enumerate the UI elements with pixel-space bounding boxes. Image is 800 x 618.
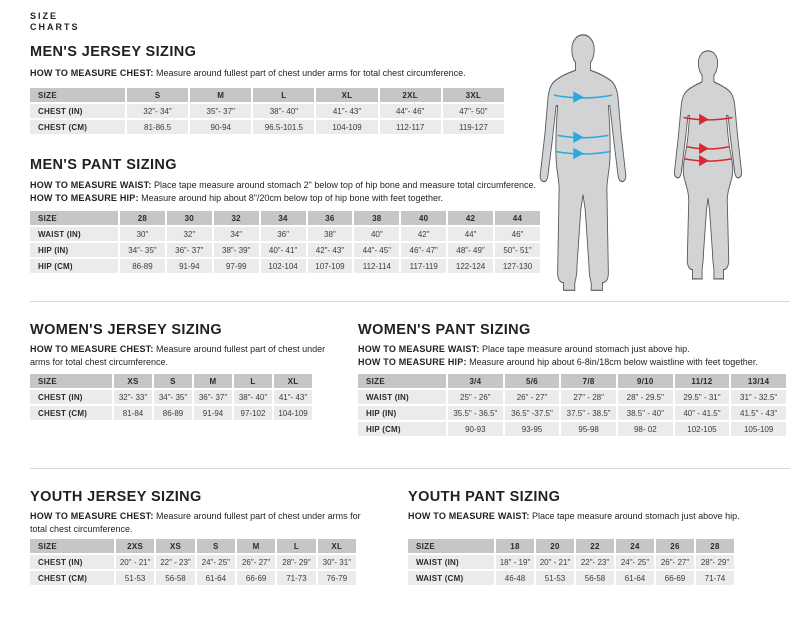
section-divider: [30, 301, 790, 302]
column-header: 13/14: [731, 374, 786, 388]
note-label: HOW TO MEASURE WAIST:: [408, 511, 530, 521]
mens-pant-table: [28, 209, 542, 275]
table-cell: 42"- 43": [308, 243, 353, 257]
column-header: 38: [354, 211, 399, 225]
column-header: SIZE: [30, 88, 125, 102]
column-header: 9/10: [618, 374, 673, 388]
column-header: 7/8: [561, 374, 616, 388]
row-label: HIP (CM): [358, 422, 446, 436]
table-cell: 35"- 37": [190, 104, 251, 118]
row-label: CHEST (IN): [30, 104, 125, 118]
note-line: [30, 192, 590, 205]
table-cell: 30": [120, 227, 165, 241]
column-header: S: [127, 88, 188, 102]
note-label: HOW TO MEASURE CHEST:: [30, 511, 154, 521]
table-cell: 37.5" - 38.5": [561, 406, 616, 420]
column-header: 44: [495, 211, 540, 225]
note-text: Place tape measure around stomach just above hip.: [479, 344, 690, 354]
row-label: WAIST (CM): [408, 571, 494, 585]
table-cell: 28"- 29": [277, 555, 315, 569]
column-header: XL: [274, 374, 312, 388]
table-cell: 36"- 37": [194, 390, 232, 404]
youth-jersey-table: [28, 537, 358, 587]
column-header: SIZE: [358, 374, 446, 388]
table-cell: 50"- 51": [495, 243, 540, 257]
column-header: L: [277, 539, 315, 553]
female-body-shape: [674, 51, 741, 279]
table-cell: 66-69: [237, 571, 275, 585]
table-row: [408, 571, 734, 585]
note-line: [358, 356, 798, 369]
table-cell: 66-69: [656, 571, 694, 585]
mens-pant-title: MEN'S PANT SIZING: [30, 157, 177, 173]
table-row: [408, 555, 734, 569]
table-cell: 41"- 43": [274, 390, 312, 404]
row-label: WAIST (IN): [30, 227, 118, 241]
table-cell: 22"- 23": [576, 555, 614, 569]
youth-pant-table: [406, 537, 736, 587]
table-cell: 20" - 21": [116, 555, 154, 569]
table-cell: 40": [354, 227, 399, 241]
mens-jersey-table: [28, 86, 506, 136]
table-cell: 56-58: [576, 571, 614, 585]
table-row: [30, 243, 540, 257]
table-cell: 26" - 27": [505, 390, 560, 404]
note-line: [30, 179, 590, 192]
note-label: HOW TO MEASURE HIP:: [30, 192, 139, 203]
table-cell: 44"- 46": [380, 104, 441, 118]
table-cell: 56-58: [156, 571, 194, 585]
table-cell: 38.5" - 40": [618, 406, 673, 420]
row-label: CHEST (CM): [30, 571, 114, 585]
table-cell: 51-53: [116, 571, 154, 585]
column-header: SIZE: [30, 211, 118, 225]
column-header: 24: [616, 539, 654, 553]
table-cell: 81-86.5: [127, 120, 188, 134]
table-cell: 18" - 19": [496, 555, 534, 569]
column-header: SIZE: [30, 539, 114, 553]
column-header: 11/12: [675, 374, 730, 388]
table-cell: 38"- 39": [214, 243, 259, 257]
womens-pant-notes: [358, 343, 798, 368]
table-cell: 61-64: [197, 571, 235, 585]
column-header: 28: [696, 539, 734, 553]
table-cell: 122-124: [448, 259, 493, 273]
table-cell: 44"- 45": [354, 243, 399, 257]
row-label: CHEST (IN): [30, 555, 114, 569]
table-cell: 24"- 25": [616, 555, 654, 569]
column-header: 42: [448, 211, 493, 225]
table-row: [30, 555, 356, 569]
table-cell: 29.5" - 31": [675, 390, 730, 404]
table-cell: 46-48: [496, 571, 534, 585]
brand-title-line1: SIZE: [30, 11, 59, 21]
table-cell: 46": [495, 227, 540, 241]
column-header: SIZE: [30, 374, 112, 388]
table-cell: 97-99: [214, 259, 259, 273]
table-cell: 105-109: [731, 422, 786, 436]
table-cell: 91-94: [194, 406, 232, 420]
womens-jersey-notes: [30, 343, 330, 368]
youth-jersey-notes: [30, 510, 375, 535]
table-row: [30, 390, 312, 404]
column-header: 30: [167, 211, 212, 225]
table-cell: 51-53: [536, 571, 574, 585]
table-cell: 98- 02: [618, 422, 673, 436]
table-cell: 34"- 35": [120, 243, 165, 257]
table-cell: 104-109: [274, 406, 312, 420]
column-header: 22: [576, 539, 614, 553]
brand-title-line2: CHARTS: [30, 22, 80, 32]
table-cell: 28"- 29": [696, 555, 734, 569]
note-line: [30, 343, 330, 368]
table-cell: 112-114: [354, 259, 399, 273]
table-cell: 42": [401, 227, 446, 241]
table-cell: 28" - 29.5": [618, 390, 673, 404]
note-text: Measure around fullest part of chest under arms for total chest circumference.: [30, 344, 326, 367]
table-header-row: [358, 374, 786, 388]
table-header-row: [408, 539, 734, 553]
column-header: XL: [316, 88, 377, 102]
table-row: [30, 571, 356, 585]
womens-jersey-title: WOMEN'S JERSEY SIZING: [30, 322, 223, 338]
row-label: CHEST (CM): [30, 406, 112, 420]
row-label: HIP (IN): [30, 243, 118, 257]
column-header: SIZE: [408, 539, 494, 553]
table-cell: 20" - 21": [536, 555, 574, 569]
table-cell: 119-127: [443, 120, 504, 134]
note-text: Place tape measure around stomach 2" below top of hip bone and measure total circumference.: [151, 180, 536, 190]
table-row: [358, 390, 786, 404]
male-silhouette-figure: [536, 32, 630, 298]
note-label: HOW TO MEASURE CHEST:: [30, 68, 154, 78]
table-cell: 93-95: [505, 422, 560, 436]
table-cell: 71-73: [277, 571, 315, 585]
row-label: HIP (CM): [30, 259, 118, 273]
table-cell: 90-93: [448, 422, 503, 436]
table-row: [30, 120, 504, 134]
table-row: [30, 406, 312, 420]
note-line: [358, 343, 798, 356]
mens-pant-notes: [30, 179, 590, 204]
table-cell: 86-89: [154, 406, 192, 420]
table-cell: 44": [448, 227, 493, 241]
section-divider: [30, 468, 790, 469]
column-header: 18: [496, 539, 534, 553]
table-cell: 38"- 40": [253, 104, 314, 118]
column-header: M: [237, 539, 275, 553]
column-header: 5/6: [505, 374, 560, 388]
table-cell: 81-84: [114, 406, 152, 420]
column-header: 36: [308, 211, 353, 225]
note-text: Measure around hip about 8"/20cm below top of hip bone with feet together.: [138, 192, 444, 203]
note-text: Measure around fullest part of chest under arms for total chest circumference.: [153, 68, 466, 78]
womens-pant-table: [356, 372, 788, 438]
note-label: HOW TO MEASURE HIP:: [358, 356, 467, 367]
note-line: [30, 510, 375, 535]
table-row: [358, 406, 786, 420]
table-cell: 102-104: [261, 259, 306, 273]
table-cell: 32": [167, 227, 212, 241]
table-cell: 31" - 32.5": [731, 390, 786, 404]
table-row: [30, 227, 540, 241]
row-label: WAIST (IN): [358, 390, 446, 404]
table-row: [30, 259, 540, 273]
column-header: 32: [214, 211, 259, 225]
column-header: 40: [401, 211, 446, 225]
table-cell: 104-109: [316, 120, 377, 134]
note-label: HOW TO MEASURE CHEST:: [30, 344, 154, 354]
column-header: S: [154, 374, 192, 388]
row-label: HIP (IN): [358, 406, 446, 420]
column-header: XS: [114, 374, 152, 388]
table-cell: 86-89: [120, 259, 165, 273]
table-cell: 32"- 33": [114, 390, 152, 404]
table-cell: 26"- 27": [656, 555, 694, 569]
note-text: Measure around hip about 6-8in/18cm below waistline with feet together.: [466, 356, 758, 367]
youth-pant-notes: [408, 510, 788, 523]
table-cell: 102-105: [675, 422, 730, 436]
note-text: Place tape measure around stomach just above hip.: [529, 511, 740, 521]
note-line: [408, 510, 788, 523]
table-cell: 97-102: [234, 406, 272, 420]
youth-jersey-title: YOUTH JERSEY SIZING: [30, 489, 202, 505]
column-header: 34: [261, 211, 306, 225]
mens-jersey-title: MEN'S JERSEY SIZING: [30, 44, 197, 60]
column-header: S: [197, 539, 235, 553]
note-label: HOW TO MEASURE WAIST:: [30, 180, 152, 190]
table-cell: 112-117: [380, 120, 441, 134]
table-cell: 34": [214, 227, 259, 241]
table-row: [358, 422, 786, 436]
table-cell: 36"- 37": [167, 243, 212, 257]
column-header: 3/4: [448, 374, 503, 388]
note-text: Measure around fullest part of chest under arms for total chest circumference.: [30, 511, 361, 534]
male-body-shape: [540, 35, 626, 290]
column-header: L: [234, 374, 272, 388]
table-cell: 40"- 41": [261, 243, 306, 257]
column-header: L: [253, 88, 314, 102]
table-cell: 76-79: [318, 571, 356, 585]
table-cell: 47"- 50": [443, 104, 504, 118]
column-header: 2XL: [380, 88, 441, 102]
table-cell: 71-74: [696, 571, 734, 585]
table-cell: 46"- 47": [401, 243, 446, 257]
brand-title: [30, 11, 80, 33]
column-header: XS: [156, 539, 194, 553]
table-cell: 27" - 28": [561, 390, 616, 404]
womens-jersey-table: [28, 372, 314, 422]
note-line: [30, 67, 590, 80]
table-header-row: [30, 88, 504, 102]
column-header: M: [194, 374, 232, 388]
table-cell: 91-94: [167, 259, 212, 273]
column-header: 26: [656, 539, 694, 553]
note-label: HOW TO MEASURE WAIST:: [358, 344, 480, 354]
table-cell: 61-64: [616, 571, 654, 585]
table-cell: 36": [261, 227, 306, 241]
table-cell: 32"- 34": [127, 104, 188, 118]
table-cell: 25" - 26": [448, 390, 503, 404]
table-cell: 95-98: [561, 422, 616, 436]
table-cell: 36.5" -37.5": [505, 406, 560, 420]
table-cell: 41"- 43": [316, 104, 377, 118]
table-cell: 127-130: [495, 259, 540, 273]
table-header-row: [30, 539, 356, 553]
row-label: CHEST (CM): [30, 120, 125, 134]
table-cell: 35.5" - 36.5": [448, 406, 503, 420]
table-cell: 26"- 27": [237, 555, 275, 569]
table-cell: 24"- 25": [197, 555, 235, 569]
table-row: [30, 104, 504, 118]
table-cell: 38": [308, 227, 353, 241]
row-label: CHEST (IN): [30, 390, 112, 404]
table-cell: 48"- 49": [448, 243, 493, 257]
female-silhouette-figure: [668, 48, 748, 294]
column-header: M: [190, 88, 251, 102]
table-cell: 41.5" - 43": [731, 406, 786, 420]
table-header-row: [30, 211, 540, 225]
table-cell: 90-94: [190, 120, 251, 134]
table-cell: 117-119: [401, 259, 446, 273]
table-cell: 107-109: [308, 259, 353, 273]
row-label: WAIST (IN): [408, 555, 494, 569]
column-header: 3XL: [443, 88, 504, 102]
column-header: 20: [536, 539, 574, 553]
table-header-row: [30, 374, 312, 388]
table-cell: 30"- 31": [318, 555, 356, 569]
table-cell: 96.5-101.5: [253, 120, 314, 134]
womens-pant-title: WOMEN'S PANT SIZING: [358, 322, 531, 338]
table-cell: 34"- 35": [154, 390, 192, 404]
mens-jersey-notes: [30, 67, 590, 80]
table-cell: 38"- 40": [234, 390, 272, 404]
table-cell: 40" - 41.5": [675, 406, 730, 420]
column-header: 28: [120, 211, 165, 225]
column-header: XL: [318, 539, 356, 553]
youth-pant-title: YOUTH PANT SIZING: [408, 489, 561, 505]
table-cell: 22" - 23": [156, 555, 194, 569]
column-header: 2XS: [116, 539, 154, 553]
